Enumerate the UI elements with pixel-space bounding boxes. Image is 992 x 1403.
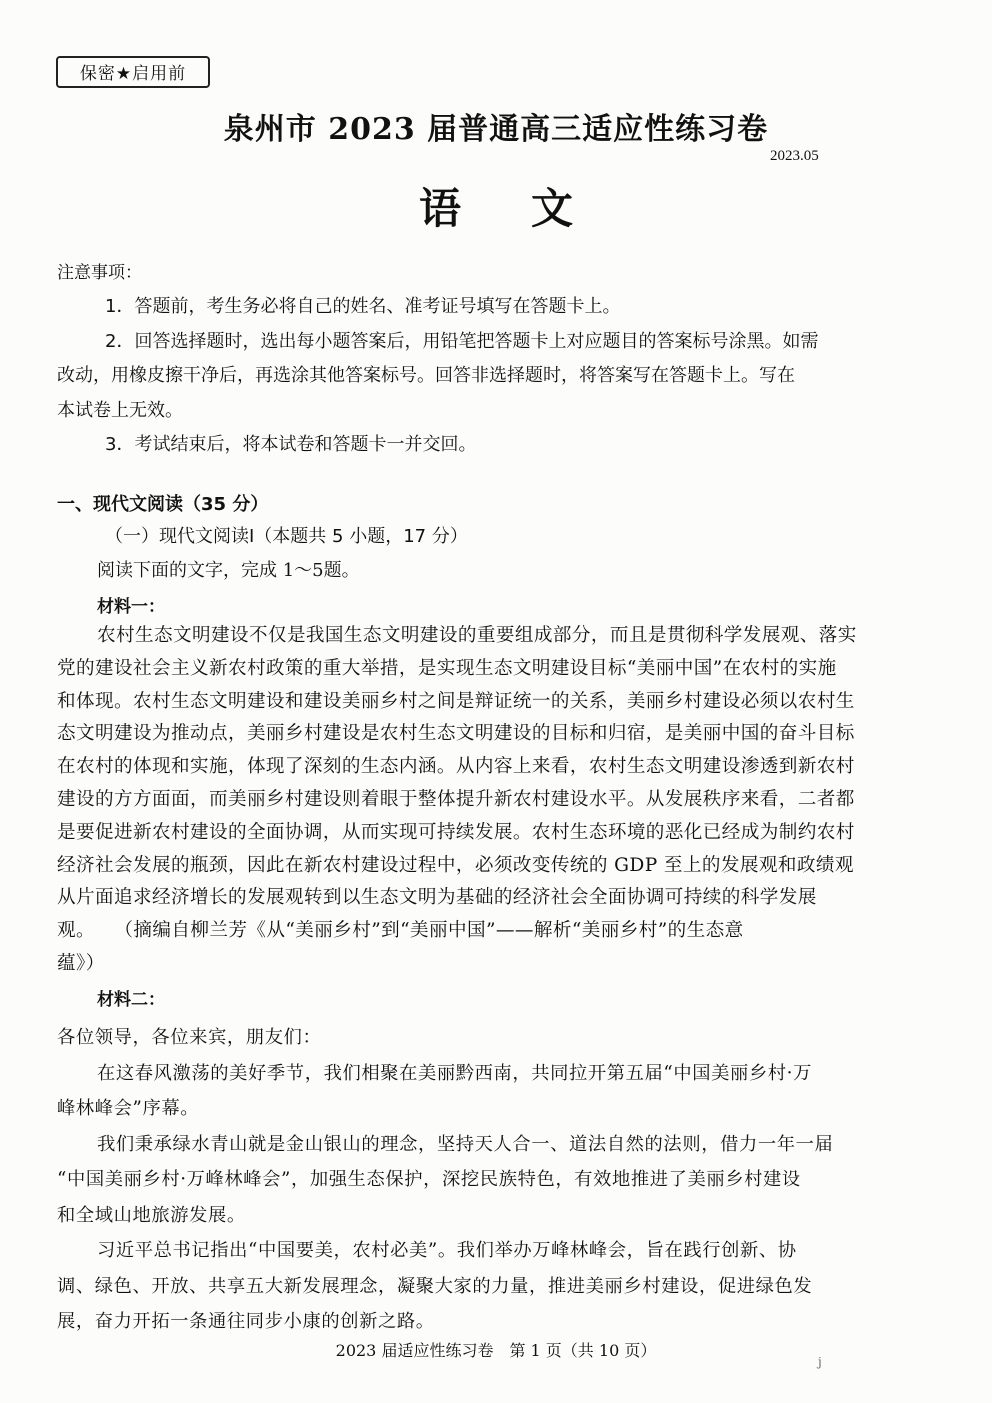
paragraph-line: 我们秉承绿水青山就是金山银山的理念，坚持天人合一、道法自然的法则，借力一年一届 (97, 1133, 834, 1155)
exam-date: 2023.05 (770, 148, 819, 164)
section-heading: 一、现代文阅读（35 分） (57, 494, 269, 515)
paragraph-line: 蕴》） (57, 952, 105, 974)
paragraph-line: 党的建设社会主义新农村政策的重大举措，是实现生态文明建设目标“美丽中国”在农村的实施 (57, 657, 837, 679)
paragraph-line: 在农村的体现和实施，体现了深刻的生态内涵。从内容上来看，农村生态文明建设渗透到新农村 (57, 756, 855, 778)
material2-label: 材料二： (97, 990, 165, 1010)
paragraph-line: 调、绿色、开放、共享五大新发展理念，凝聚大家的力量，推进美丽乡村建设，促进绿色发 (57, 1275, 813, 1297)
paragraph-line: 观。 （摘编自柳兰芳《从“美丽乡村”到“美丽中国”——解析“美丽乡村”的生态意 (57, 920, 744, 942)
paragraph-line: 在这春风激荡的美好季节，我们相聚在美丽黔西南，共同拉开第五届“中国美丽乡村·万 (97, 1062, 812, 1084)
notice-line: 3．考试结束后，将本试卷和答题卡一并交回。 (105, 434, 477, 455)
notice-heading: 注意事项： (57, 263, 142, 283)
paragraph-line: 和体现。农村生态文明建设和建设美丽乡村之间是辩证统一的关系，美丽乡村建设必须以农村生 (57, 690, 855, 712)
paragraph-line: 经济社会发展的瓶颈，因此在新农村建设过程中，必须改变传统的 GDP 至上的发展观和政绩观 (57, 854, 854, 876)
paragraph-line: 态文明建设为推动点，美丽乡村建设是农村生态文明建设的目标和归宿，是美丽中国的奋斗目标 (57, 723, 855, 745)
paragraph-line: 建设的方方面面，而美丽乡村建设则着眼于整体提升新农村建设水平。从发展秩序来看，二者都 (57, 788, 855, 810)
reading-instruction: 阅读下面的文字，完成 1～5题。 (97, 560, 360, 581)
notice-line: 2．回答选择题时，选出每小题答案后，用铅笔把答题卡上对应题目的答案标号涂黑。如需 (105, 330, 819, 352)
material1-label: 材料一： (97, 597, 165, 617)
page-footer: 2023 届适应性练习卷 第 1 页（共 10 页） (335, 1341, 657, 1360)
paragraph-line: 习近平总书记指出“中国要美，农村必美”。我们举办万峰林峰会，旨在践行创新、协 (97, 1240, 797, 1261)
notice-line: 本试卷上无效。 (57, 399, 183, 421)
exam-title: 泉州市 2023 届普通高三适应性练习卷 (223, 112, 769, 147)
material2-text (57, 1020, 903, 1340)
paragraph-line: 展，奋力开拓一条通往同步小康的创新之路。 (57, 1311, 435, 1332)
notice-line: 1．答题前，考生务必将自己的姓名、准考证号填写在答题卡上。 (105, 296, 621, 317)
paragraph-line: 是要促进新农村建设的全面协调，从而实现可持续发展。农村生态环境的恶化已经成为制约农村 (57, 821, 855, 843)
paragraph-line: 各位领导，各位来宾，朋友们： (57, 1027, 322, 1048)
paragraph-line: 农村生态文明建设不仅是我国生态文明建设的重要组成部分，而且是贯彻科学发展观、落实 (97, 625, 857, 646)
paragraph-line: 峰林峰会”序幕。 (57, 1098, 200, 1119)
subsection-heading: （一）现代文阅读Ⅰ（本题共 5 小题，17 分） (105, 526, 468, 547)
confidential-stamp: 保密★启用前 (56, 56, 210, 88)
scan-mark: j (818, 1355, 822, 1369)
paragraph-line: 从片面追求经济增长的发展观转到以生态文明为基础的经济社会全面协调可持续的科学发展 (57, 887, 817, 909)
material1-text (57, 620, 903, 981)
notice-list (57, 290, 903, 463)
notice-line: 改动，用橡皮擦干净后，再选涂其他答案标号。回答非选择题时，将答案写在答题卡上。写在 (57, 365, 795, 386)
paragraph-line: “中国美丽乡村·万峰林峰会”，加强生态保护，深挖民族特色，有效地推进了美丽乡村建设 (57, 1169, 801, 1190)
subject-title: 语文 (418, 184, 643, 233)
paragraph-line: 和全域山地旅游发展。 (57, 1204, 246, 1226)
